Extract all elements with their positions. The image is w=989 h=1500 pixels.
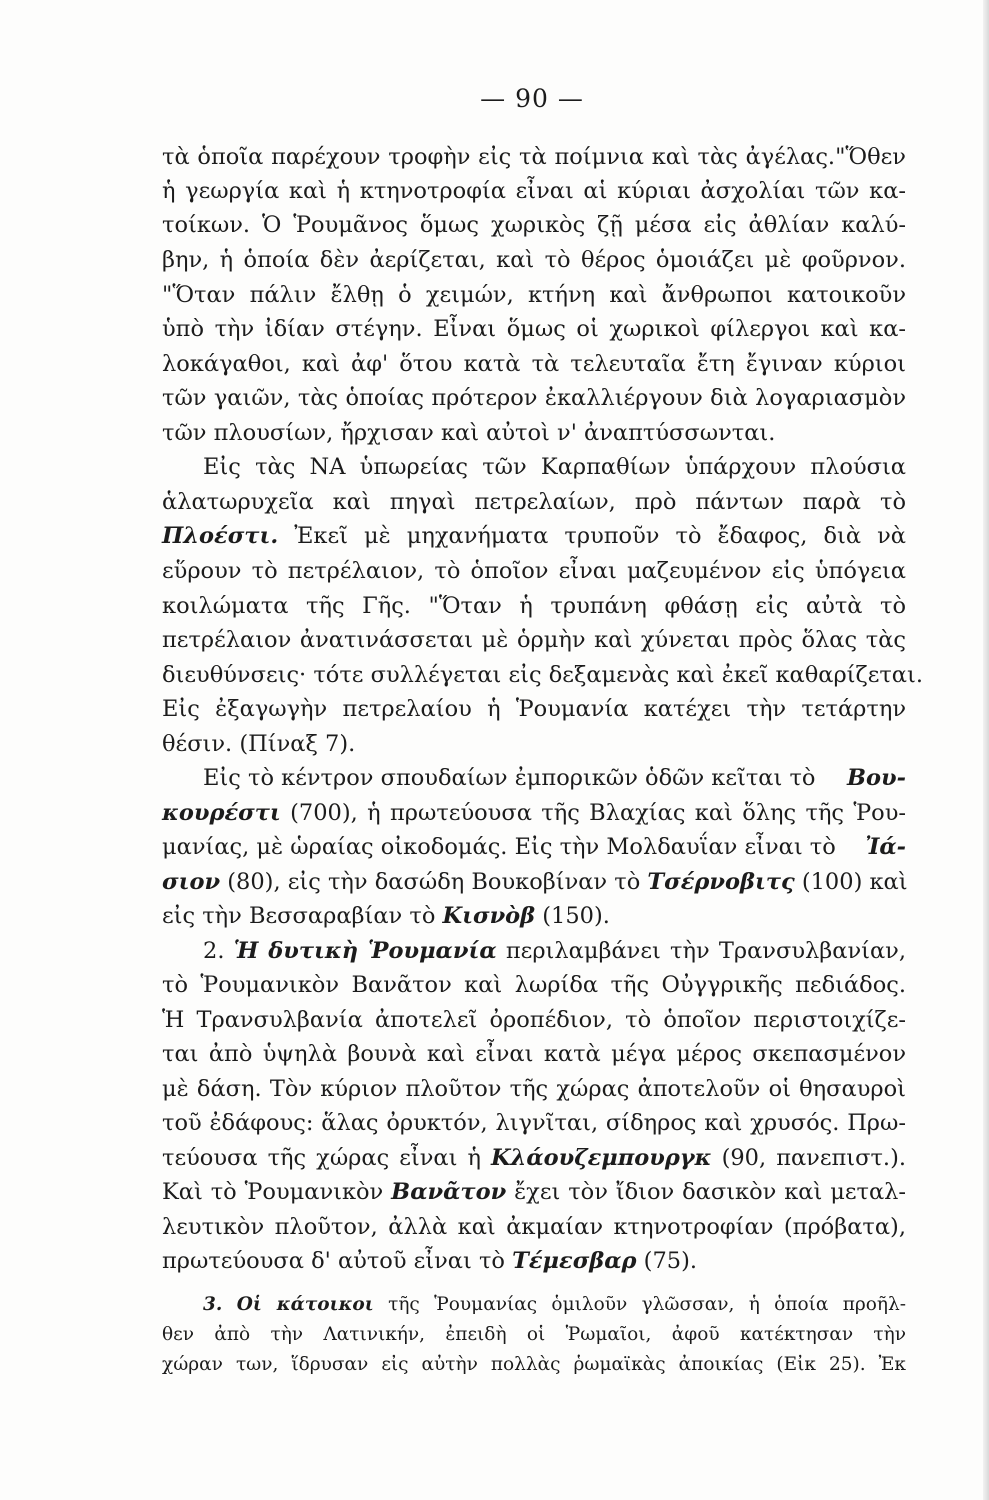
text-line — [203, 936, 906, 966]
text-line — [162, 832, 906, 862]
text-line: λευτικὸν πλοῦτον, ἀλλὰ καὶ ἀκμαίαν κτηνοτροφίαν (πρόβατα), — [162, 1214, 906, 1240]
text-line: χώραν των, ἵδρυσαν εἰς αὐτὴν πολλὰς ῥωμαϊκὰς ἀποικίας (Εἰκ 25). Ἐκ — [162, 1354, 906, 1375]
text-line: Ἡ Τρανσυλβανία ἀποτελεῖ ὀροπέδιον, τὸ ὁποῖον περιστοιχίζε- — [162, 1007, 906, 1033]
text-line: τοῦ ἐδάφους: ἅλας ὀρυκτόν, λιγνῖται, σίδηρος καὶ χρυσός. Πρω- — [162, 1110, 906, 1136]
section-heading-west-romania: Ἡ δυτικὴ Ῥουμανία — [233, 938, 497, 964]
text-line: λοκάγαθοι, καὶ ἀφ' ὅτου κατὰ τὰ τελευταῖα ἔτη ἔγιναν κύριοι — [162, 351, 906, 377]
text-span: περιλαμβάνει τὴν Τρανσυλβανίαν, — [496, 938, 906, 964]
text-line: βην, ἡ ὁποία δὲν ἀερίζεται, καὶ τὸ θέρος ὁμοιάζει μὲ φοῦρνον. — [162, 247, 906, 273]
text-line: ἡ γεωργία καὶ ἡ κτηνοτροφία εἶναι αἱ κύριαι ἀσχολίαι τῶν κα- — [162, 178, 906, 204]
place-name-banat: Βανᾶτον — [391, 1179, 507, 1205]
section-heading-inhabitants: Οἱ κάτοικοι — [236, 1294, 374, 1315]
text-line — [162, 1177, 906, 1207]
text-span: (150). — [535, 903, 610, 929]
text-line: ται ἀπὸ ὑψηλὰ βουνὰ καὶ εἶναι κατὰ μέγα μέρος σκεπασμένον — [162, 1041, 906, 1067]
text-line: πετρέλαιον ἀνατινάσσεται μὲ ὁρμὴν καὶ χύνεται πρὸς ὅλας τὰς — [162, 627, 906, 653]
text-span: (80), εἰς τὴν δασώδη Βουκοβίναν τὸ — [220, 869, 641, 895]
place-name-bucharest: Βου- — [847, 765, 906, 791]
place-name-chisinau: Κισνὸβ — [442, 903, 536, 929]
text-span: Ἐκεῖ μὲ μηχανήματα τρυποῦν τὸ ἔδαφος, διὰ νὰ — [278, 523, 906, 549]
text-span: Εἰς τὸ κέντρον σπουδαίων ἐμπορικῶν ὁδῶν κεῖται τὸ — [203, 765, 816, 791]
place-name-ploesti: Πλοέστι. — [162, 523, 279, 549]
text-line: τῶν πλουσίων, ἤρχισαν καὶ αὐτοὶ ν' ἀναπτύσσωνται. — [162, 420, 776, 446]
text-span: (700), ἡ πρωτεύουσα τῆς Βλαχίας καὶ ὅλης τῆς Ῥου- — [280, 800, 906, 826]
page-number: — 90 — — [480, 84, 584, 113]
text-line: θέσιν. (Πίναξ 7). — [162, 731, 356, 757]
text-line — [162, 521, 906, 551]
page-edge-shadow — [983, 0, 989, 1500]
text-line — [162, 798, 906, 828]
text-line: Εἰς ἐξαγωγὴν πετρελαίου ἡ Ῥουμανία κατέχει τὴν τετάρτην — [162, 696, 906, 722]
text-span: μανίας, μὲ ὡραίας οἰκοδομάς. Εἰς τὴν Μολδαυΐαν εἶναι τὸ — [162, 834, 836, 860]
text-span: (75). — [636, 1248, 698, 1274]
text-span: (90, πανεπιστ.). — [711, 1145, 907, 1171]
text-line: τῶν γαιῶν, τὰς ὁποίας πρότερον ἐκαλλιέργουν διὰ λογαριασμὸν — [162, 385, 906, 411]
text-line: εὕρουν τὸ πετρέλαιον, τὸ ὁποῖον εἶναι μαζευμένον εἰς ὑπόγεια — [162, 558, 906, 584]
text-span: τεύουσα τῆς χώρας εἶναι ἡ — [162, 1145, 481, 1171]
text-span: εἰς τὴν Βεσσαραβίαν τὸ — [162, 903, 436, 929]
text-line — [162, 1143, 906, 1173]
text-line: τὰ ὁποῖα παρέχουν τροφὴν εἰς τὰ ποίμνια καὶ τὰς ἀγέλας."Ὅθεν — [162, 144, 906, 170]
text-line: Εἰς τὰς ΝΑ ὑπωρείας τῶν Καρπαθίων ὑπάρχουν πλούσια — [203, 454, 906, 480]
text-line — [162, 901, 610, 931]
place-name-cluj: Κλάουζεμπουργκ — [491, 1145, 712, 1171]
text-span: Καὶ τὸ Ῥουμανικὸν — [162, 1179, 384, 1205]
text-line — [203, 1292, 906, 1318]
text-span: 2. — [203, 938, 225, 964]
text-line: ἁλατωρυχεῖα καὶ πηγαὶ πετρελαίων, πρὸ πάντων παρὰ τὸ — [162, 489, 906, 515]
text-line — [162, 867, 906, 897]
text-line — [162, 1246, 697, 1276]
text-span: 3. — [203, 1294, 223, 1315]
text-line: ὑπὸ τὴν ἰδίαν στέγην. Εἶναι ὅμως οἱ χωρικοὶ φίλεργοι καὶ κα- — [162, 316, 906, 342]
text-line: τὸ Ῥουμανικὸν Βανᾶτον καὶ λωρίδα τῆς Οὐγγρικῆς πεδιάδος. — [162, 972, 906, 998]
text-span: ἔχει τὸν ἴδιον δασικὸν καὶ μεταλ- — [506, 1179, 906, 1205]
text-span: πρωτεύουσα δ' αὐτοῦ εἶναι τὸ — [162, 1248, 505, 1274]
place-name-cernauti: Τσέρνοβιτς — [647, 869, 795, 895]
text-span: τῆς Ῥουμανίας ὁμιλοῦν γλῶσσαν, ἡ ὁποία προῆλ- — [373, 1294, 906, 1315]
place-name-iasi-cont: σιον — [162, 869, 221, 895]
text-line: "Ὅταν πάλιν ἔλθῃ ὁ χειμών, κτήνη καὶ ἄνθρωποι κατοικοῦν — [162, 282, 906, 308]
text-line: διευθύνσεις· τότε συλλέγεται εἰς δεξαμενὰς καὶ ἐκεῖ καθαρίζεται. — [162, 662, 923, 688]
place-name-bucharest-cont: κουρέστι — [162, 800, 281, 826]
place-name-timisoara: Τέμεσβαρ — [512, 1248, 637, 1274]
text-line: κοιλώματα τῆς Γῆς. "Ὅταν ἡ τρυπάνη φθάσῃ εἰς αὐτὰ τὸ — [162, 593, 906, 619]
text-line: μὲ δάση. Τὸν κύριον πλοῦτον τῆς χώρας ἀποτελοῦν οἱ θησαυροὶ — [162, 1076, 906, 1102]
place-name-iasi: Ἰά- — [865, 834, 906, 860]
text-line — [203, 763, 906, 793]
text-line: θεν ἀπὸ τὴν Λατινικήν, ἐπειδὴ οἱ Ῥωμαῖοι, ἀφοῦ κατέκτησαν τὴν — [162, 1324, 906, 1345]
text-line: τοίκων. Ὁ Ῥουμᾶνος ὅμως χωρικὸς ζῇ μέσα εἰς ἀθλίαν καλύ- — [162, 212, 906, 238]
text-span: (100) καὶ — [794, 869, 908, 895]
